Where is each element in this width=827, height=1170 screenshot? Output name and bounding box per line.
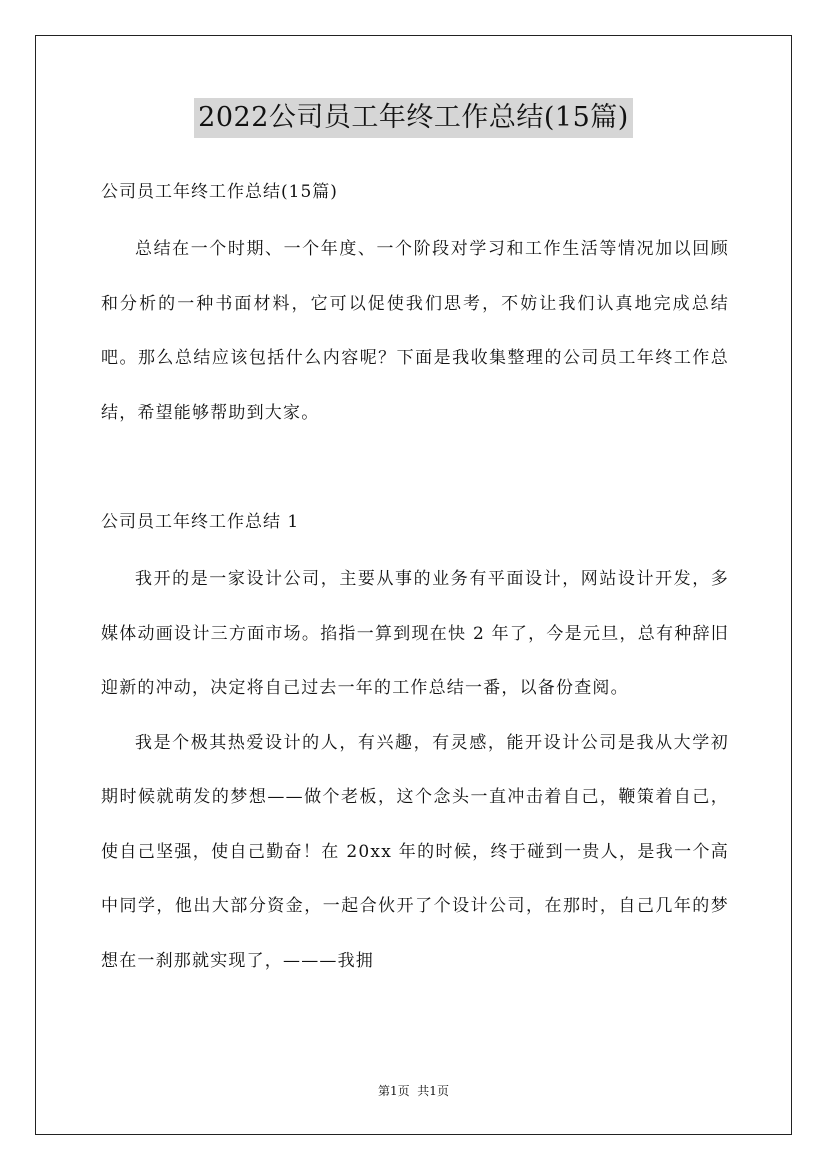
intro-paragraph: 总结在一个时期、一个年度、一个阶段对学习和工作生活等情况加以回顾和分析的一种书面材料，它可以促使我们思考，不妨让我们认真地完成总结吧。那么总结应该包括什么内容呢？下面是我收集整理的公司员工年终工作总结，希望能够帮助到大家。 [101, 239, 729, 423]
document-title: 2022公司员工年终工作总结(15篇) [194, 98, 633, 138]
spacer [101, 214, 729, 222]
title-wrap [0, 98, 827, 138]
document-body [101, 170, 729, 988]
body-paragraph-2: 我是个极其热爱设计的人，有兴趣，有灵感，能开设计公司是我从大学初期时候就萌发的梦想——做个老板，这个念头一直冲击着自己，鞭策着自己，使自己坚强，使自己勤奋！在 20xx 年的时候，终于碰到一贵人，是我一个高中同学，他出大部分资金，一起合伙开了个设计公司，在那时，自己几年的梦想在一刹那就实现了，———我拥 [101, 732, 729, 971]
body-paragraph-1: 我开的是一家设计公司，主要从事的业务有平面设计，网站设计开发，多媒体动画设计三方面市场。掐指一算到现在快 2 年了，今是元旦，总有种辞旧迎新的冲动，决定将自己过去一年的工作总结一番，以备份查阅。 [101, 569, 729, 698]
section-heading: 公司员工年终工作总结 1 [101, 512, 300, 532]
spacer [101, 544, 729, 552]
page-footer: 第1页 共1页 [378, 1084, 449, 1098]
document-subtitle: 公司员工年终工作总结(15篇) [101, 182, 338, 202]
spacer [101, 440, 729, 500]
